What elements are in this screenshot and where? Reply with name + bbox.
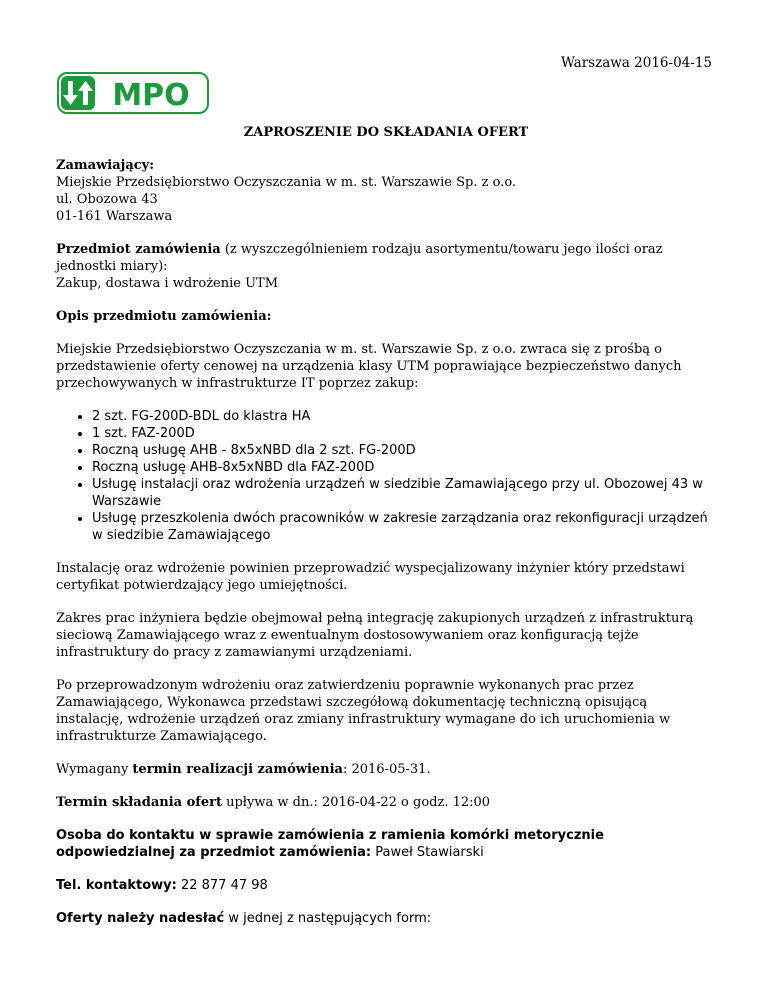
phone-value: 22 877 47 98: [176, 878, 268, 893]
completion-deadline: Wymagany termin realizacji zamówienia: 2016-05-31.: [56, 762, 431, 777]
offers-deadline: [56, 794, 716, 811]
contact-phone: [56, 877, 716, 894]
document-date: Warszawa 2016-04-15: [560, 55, 712, 71]
list-item: • Roczną usługę AHB-8x5xNBD dla FAZ-200D: [92, 459, 716, 476]
contact-label: Osoba do kontaktu w sprawie zamówienia z ramienia komórki metorycznie odpowiedzialnej za przedmiot zamówienia:: [56, 828, 604, 860]
contracting-street: ul. Obozowa 43: [56, 192, 158, 207]
offers-send-label: Oferty należy nadesłać: [56, 911, 225, 926]
order-subject: [56, 241, 716, 292]
list-item: • Usługę przeszkolenia dwóch pracowników w zakresie zarządzania oraz rekonfiguracji urządzeń w siedzibie Zamawiającego: [92, 510, 716, 544]
scope-paragraph: Zakres prac inżyniera będzie obejmował pełną integrację zakupionych urządzeń z infrastrukturą sieciową Zamawiającego wraz z ewentualnym dostosowywaniem oraz konfiguracją tejże infrastruktury do pracy z zamawianymi urządzeniami.: [56, 611, 694, 660]
svg-text:MPO: MPO: [112, 78, 190, 113]
contracting-label: Zamawiający:: [56, 158, 155, 173]
list-item: • 1 szt. FAZ-200D: [92, 425, 716, 442]
phone-label: Tel. kontaktowy:: [56, 878, 177, 893]
contracting-party: [56, 157, 716, 225]
list-item: • Roczną usługę AHB - 8x5xNBD dla 2 szt. FG-200D: [92, 442, 716, 459]
description-intro: Miejskie Przedsiębiorstwo Oczyszczania w m. st. Warszawie Sp. z o.o. zwraca się z prośbą o przedstawienie oferty cenowej na urządzenia klasy UTM poprawiające bezpieczeństwo danych przechowywanych w infrastrukturze IT poprzez zakup:: [56, 342, 682, 391]
offers-deadline-value: upływa w dn.: 2016-04-22 o godz. 12:00: [221, 795, 491, 810]
documentation-paragraph: Po przeprowadzonym wdrożeniu oraz zatwierdzeniu poprawnie wykonanych prac przez Zamawiającego, Wykonawca przedstawi szczegółową dokumentację techniczną opisującą instalację, wdrożenie urządzeń oraz zmiany infrastruktury wymagane do ich uruchomienia w infrastrukturze Zamawiającego.: [56, 678, 671, 744]
deadline-label: termin realizacji zamówienia: [132, 762, 343, 777]
order-items-list: [56, 408, 716, 544]
recycle-arrows-icon: [61, 76, 95, 110]
offers-deadline-label: Termin składania ofert: [56, 795, 222, 810]
offers-send-value: w jednej z następujących form:: [224, 911, 432, 926]
contracting-name: Miejskie Przedsiębiorstwo Oczyszczania w m. st. Warszawie Sp. z o.o.: [56, 175, 517, 190]
contact-person: [56, 827, 716, 861]
list-item: • Usługę instalacji oraz wdrożenia urządzeń w siedzibie Zamawiającego przy ul. Obozowej 43 w Warszawie: [92, 476, 716, 510]
page-title: ZAPROSZENIE DO SKŁADANIA OFERT: [243, 125, 529, 140]
contracting-city: 01-161 Warszawa: [56, 209, 173, 224]
offers-submission: [56, 910, 716, 927]
deadline-value: : 2016-05-31.: [342, 762, 431, 777]
document-body: [56, 124, 716, 943]
description-heading: Opis przedmiotu zamówienia:: [56, 309, 272, 324]
subject-value: Zakup, dostawa i wdrożenie UTM: [56, 276, 279, 291]
list-item: • 2 szt. FG-200D-BDL do klastra HA: [92, 408, 716, 425]
contact-name: Paweł Stawiarski: [371, 845, 484, 860]
mpo-logo: [57, 72, 209, 114]
subject-note: (z wyszczególnieniem rodzaju asortymentu/towaru jego ilości oraz jednostki miary):: [56, 242, 663, 274]
installation-paragraph: Instalację oraz wdrożenie powinien przeprowadzić wyspecjalizowany inżynier który przedstawi certyfikat potwierdzający jego umiejętności.: [56, 561, 685, 593]
subject-label: Przedmiot zamówienia: [56, 242, 221, 257]
